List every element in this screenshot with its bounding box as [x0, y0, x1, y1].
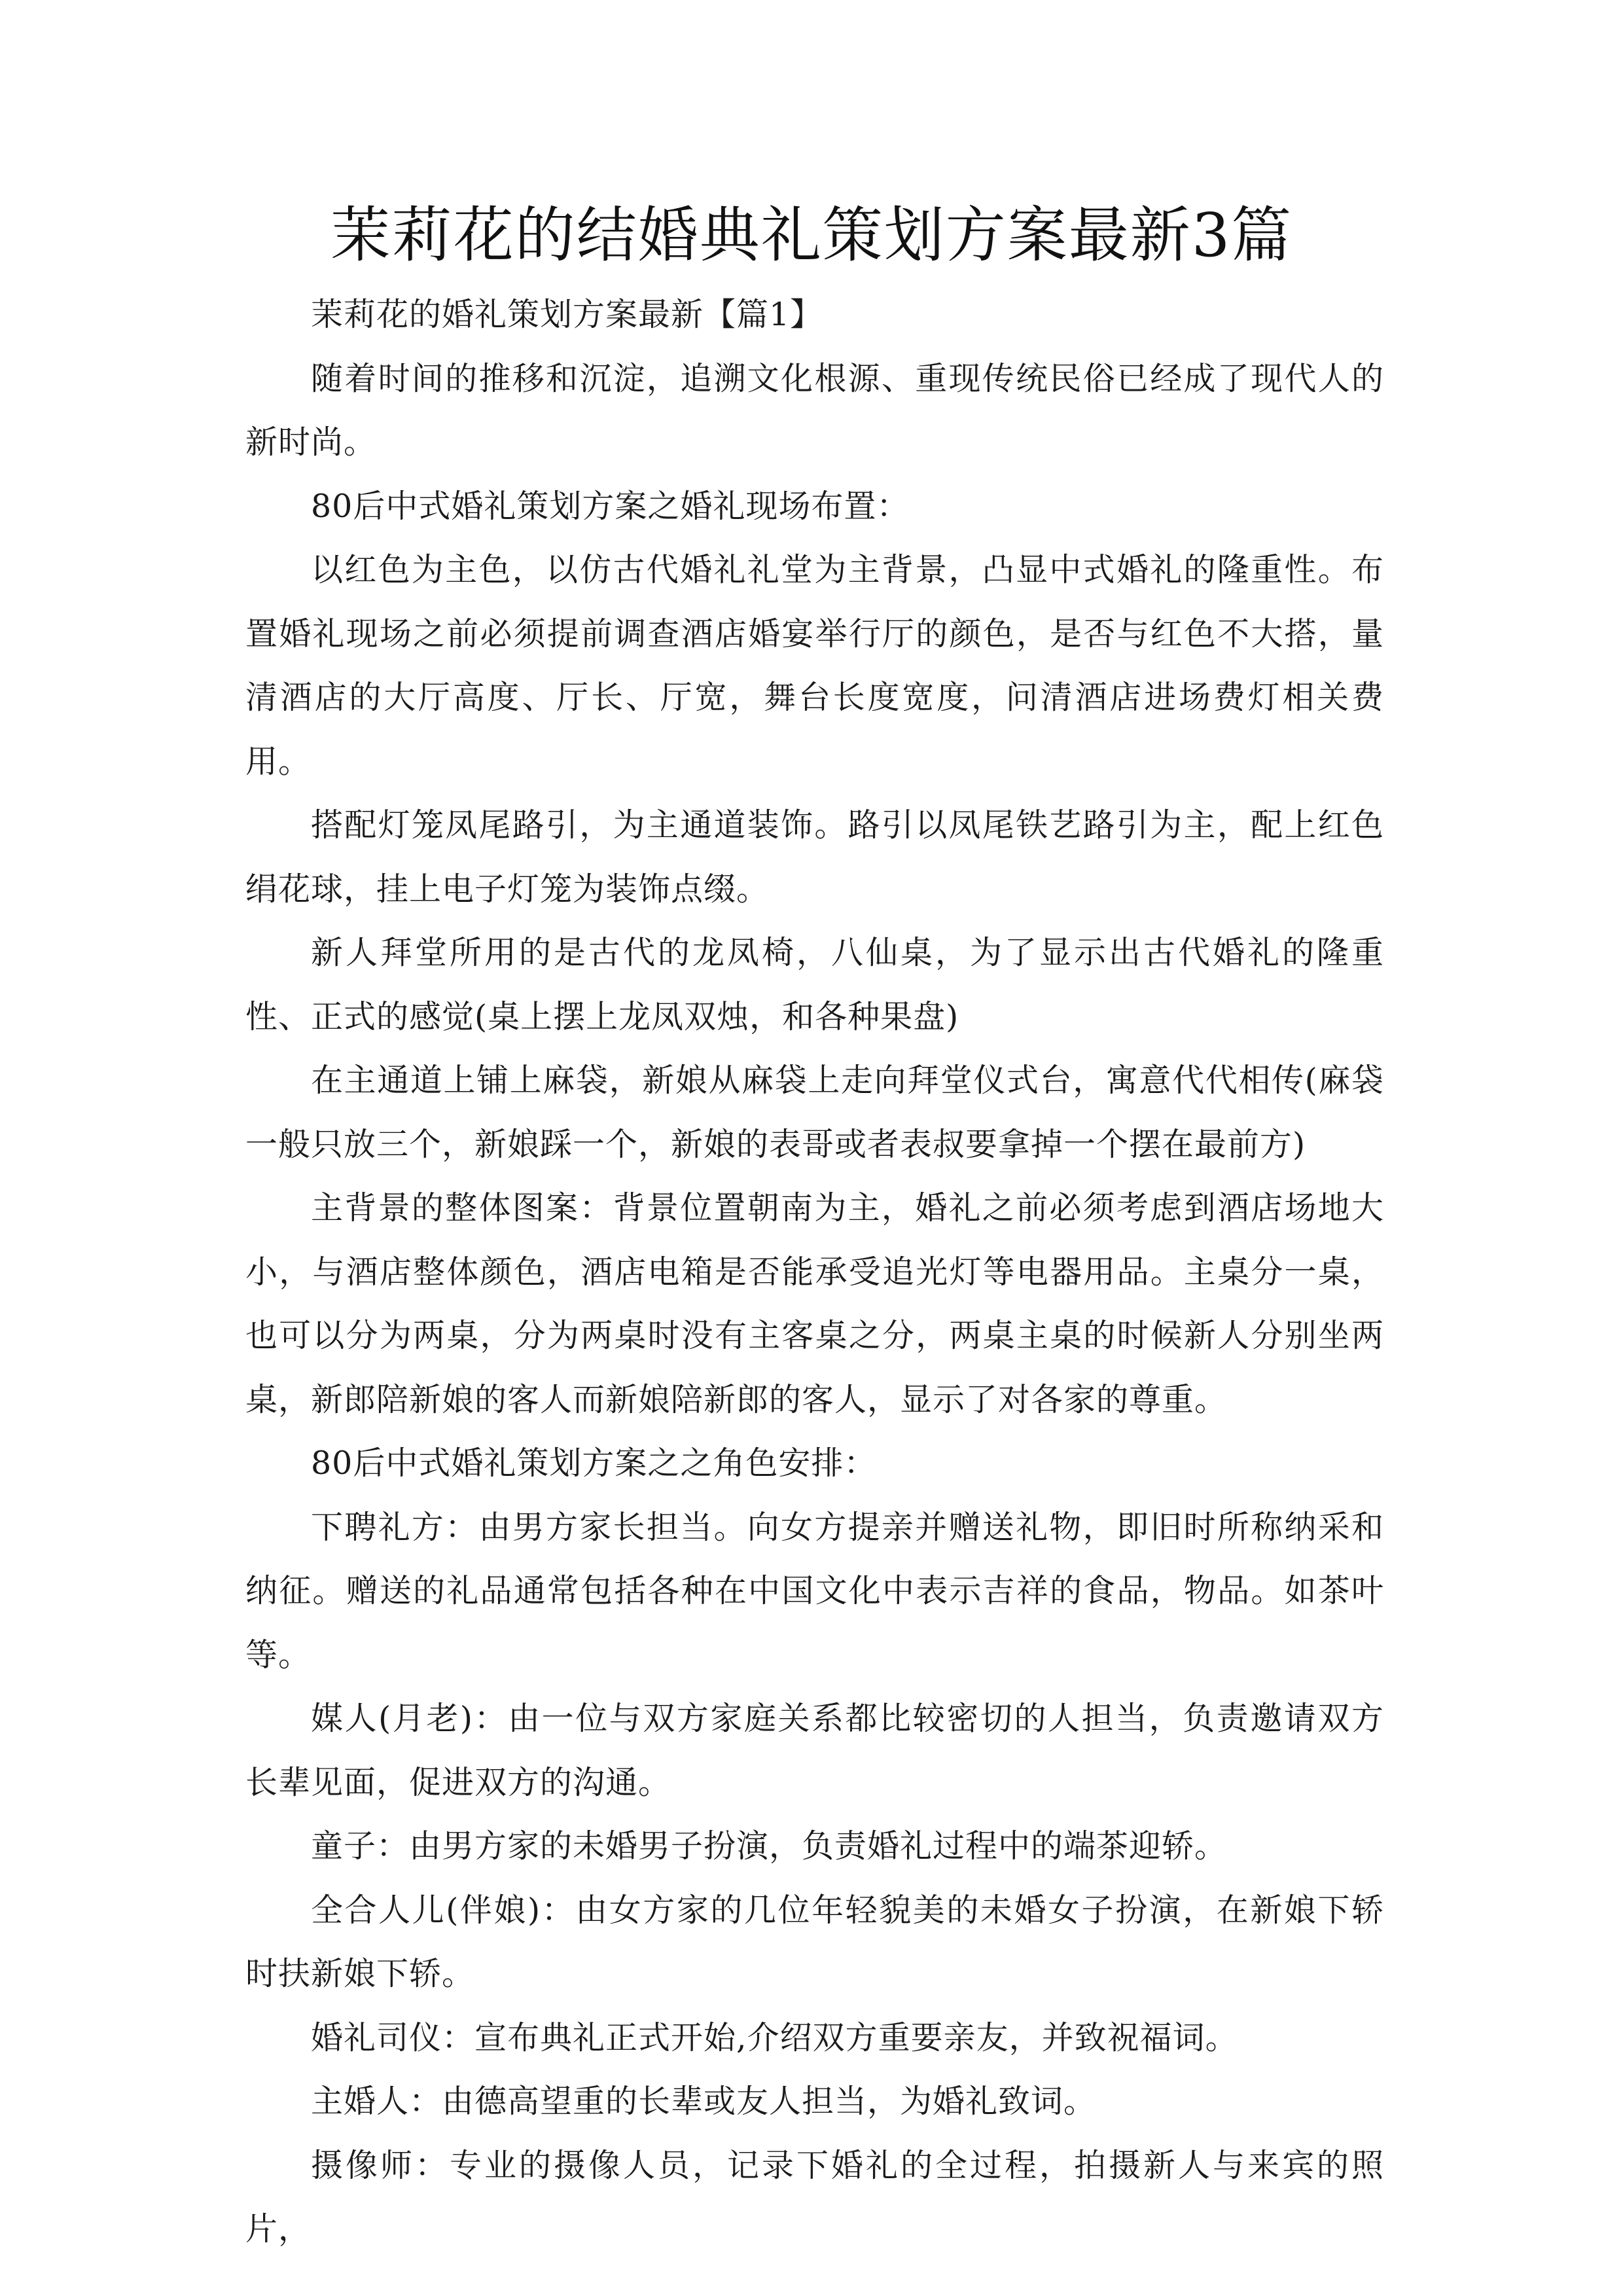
paragraph: 下聘礼方：由男方家长担当。向女方提亲并赠送礼物，即旧时所称纳采和纳征。赠送的礼品通常包括各种在中国文化中表示吉祥的食品，物品。如茶叶等。	[245, 1508, 1384, 1674]
paragraph: 婚礼司仪：宣布典礼正式开始,介绍双方重要亲友，并致祝福词。	[311, 2018, 1238, 2056]
subheading: 80后中式婚礼策划方案之婚礼现场布置：	[311, 487, 910, 525]
section-heading: 茉莉花的婚礼策划方案最新【篇1】	[311, 296, 823, 333]
paragraph: 主婚人：由德高望重的长辈或友人担当，为婚礼致词。	[311, 2083, 1097, 2120]
paragraph: 全合人儿(伴娘)：由女方家的几位年轻貌美的未婚女子扮演，在新娘下轿时扶新娘下轿。	[245, 1891, 1384, 1992]
document-body	[245, 283, 1384, 2261]
subheading: 80后中式婚礼策划方案之之角色安排：	[311, 1444, 877, 1482]
paragraph: 主背景的整体图案：背景位置朝南为主，婚礼之前必须考虑到酒店场地大小，与酒店整体颜色，酒店电箱是否能承受追光灯等电器用品。主桌分一桌，也可以分为两桌，分为两桌时没有主客桌之分，两桌主桌的时候新人分别坐两桌，新郎陪新娘的客人而新娘陪新郎的客人，显示了对各家的尊重。	[245, 1189, 1384, 1418]
paragraph: 以红色为主色，以仿古代婚礼礼堂为主背景，凸显中式婚礼的隆重性。布置婚礼现场之前必须提前调查酒店婚宴举行厅的颜色，是否与红色不大搭，量清酒店的大厅高度、厅长、厅宽，舞台长度宽度，问清酒店进场费灯相关费用。	[245, 551, 1384, 780]
paragraph: 童子：由男方家的未婚男子扮演，负责婚礼过程中的端茶迎轿。	[311, 1827, 1228, 1865]
document-title: 茉莉花的结婚典礼策划方案最新3篇	[330, 200, 1293, 270]
paragraph: 媒人(月老)：由一位与双方家庭关系都比较密切的人担当，负责邀请双方长辈见面，促进双方的沟通。	[245, 1700, 1384, 1801]
paragraph: 摄像师：专业的摄像人员，记录下婚礼的全过程，拍摄新人与来宾的照片，	[245, 2146, 1384, 2248]
paragraph: 新人拜堂所用的是古代的龙凤椅，八仙桌，为了显示出古代婚礼的隆重性、正式的感觉(桌上摆上龙凤双烛，和各种果盘)	[245, 934, 1384, 1035]
paragraph: 随着时间的推移和沉淀，追溯文化根源、重现传统民俗已经成了现代人的新时尚。	[245, 359, 1384, 461]
paragraph: 在主通道上铺上麻袋，新娘从麻袋上走向拜堂仪式台，寓意代代相传(麻袋一般只放三个，新娘踩一个，新娘的表哥或者表叔要拿掉一个摆在最前方)	[245, 1062, 1384, 1163]
paragraph: 搭配灯笼凤尾路引，为主通道装饰。路引以凤尾铁艺路引为主，配上红色绢花球，挂上电子灯笼为装饰点缀。	[245, 806, 1384, 908]
